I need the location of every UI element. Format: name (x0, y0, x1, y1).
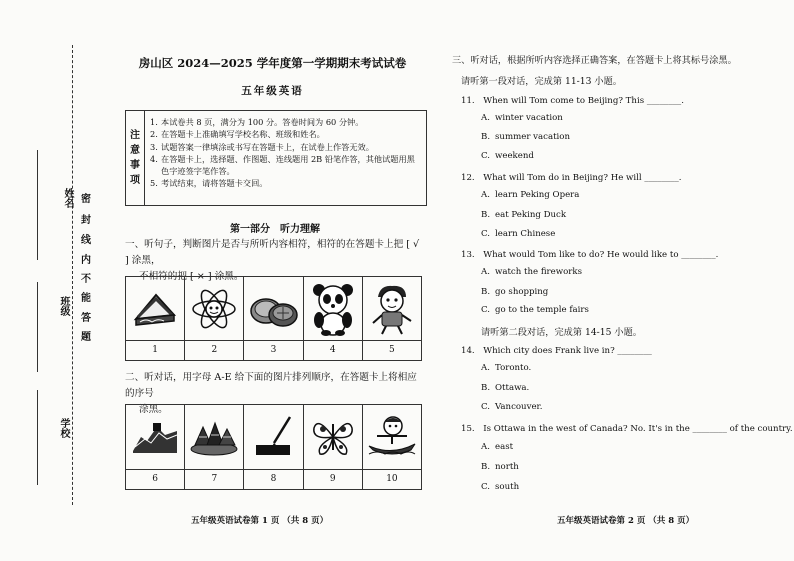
question-15: 15. Is Ottawa in the west of Canada? No. It's in the ________ of the country. (461, 424, 793, 434)
notice-item: 5. 考试结束，请将答题卡交回。 (150, 178, 268, 189)
paper-cutting-icon (310, 416, 356, 458)
dialog2-heading: 请听第二段对话，完成第 14-15 小题。 (481, 327, 642, 338)
option[interactable]: C. learn Chinese (481, 229, 556, 239)
seal-word: 能 (81, 293, 91, 304)
seal-word: 题 (81, 332, 91, 343)
name-field-label: 姓名 (62, 188, 73, 208)
option[interactable]: B. north (481, 462, 519, 472)
zongzi-icon (189, 417, 239, 457)
notice-item: 3. 试题答案一律填涂或书写在答题卡上，在试卷上作答无效。 (150, 141, 374, 152)
question-12: 12. What will Tom do in Beijing? He will ________. (461, 173, 682, 183)
option[interactable]: A. learn Peking Opera (481, 190, 580, 200)
section1-instructions: 一、听句子，判断图片是否与所听内容相符，相符的在答题卡上把 [ √ ] 涂黑， 不相符的把 [ × ] 涂黑。 (125, 239, 420, 282)
binding-dashed-line (72, 45, 73, 505)
option[interactable]: B. summer vacation (481, 132, 570, 142)
school-field-label: 学校 (58, 418, 69, 438)
picture-cell (126, 405, 185, 489)
picture-number: 3 (270, 345, 277, 355)
page-footer-left: 五年级英语试卷第 1 页 （共 8 页） (191, 516, 329, 526)
calligraphy-brush-icon (252, 415, 296, 459)
seal-word: 不 (81, 274, 91, 285)
picture-cell (304, 405, 363, 489)
section3-instructions: 三、听对话，根据所听内容选择正确答案，在答题卡上将其标号涂黑。 (452, 55, 737, 66)
exam-title: 房山区 2024—2025 学年度第一学期期末考试试卷 (138, 56, 407, 70)
picture-number: 9 (329, 474, 336, 484)
sandwich-icon (132, 289, 178, 329)
atom-robot-icon (190, 285, 238, 333)
notice-box (125, 110, 427, 206)
section2-instructions: 二、听对话，用字母 A-E 给下面的图片排列顺序，在答题卡上将相应的序号 涂黑。 (125, 372, 417, 415)
great-wall-icon (131, 419, 179, 455)
panda-icon (311, 282, 355, 336)
option[interactable]: C. go to the temple fairs (481, 305, 589, 315)
picture-cell (363, 277, 421, 360)
seal-word: 答 (81, 313, 91, 324)
exam-subtitle: 五年级英语 (241, 85, 304, 97)
listening-pictures-1 (125, 276, 422, 361)
option[interactable]: C. weekend (481, 151, 534, 161)
notice-list (150, 116, 422, 190)
part-title: 第一部分 听力理解 (230, 224, 320, 235)
seal-word: 线 (81, 235, 91, 246)
mooncakes-icon (249, 289, 299, 329)
listening-pictures-2 (125, 404, 422, 490)
notice-item: 1. 本试卷共 8 页，满分为 100 分。答卷时间为 60 分钟。 (150, 117, 364, 127)
question-11: 11. When will Tom come to Beijing? This ________. (461, 96, 684, 106)
picture-number: 4 (329, 345, 336, 355)
dragon-boat-icon (367, 414, 417, 460)
option[interactable]: B. go shopping (481, 287, 549, 297)
option[interactable]: A. winter vacation (481, 113, 563, 123)
school-fill-line[interactable] (37, 390, 38, 485)
picture-number: 6 (152, 474, 158, 484)
notice-item: 4. 在答题卡上，选择题、作图题、连线题用 2B 铅笔作答，其他试题用黑色字迹签字笔作答。 (150, 153, 415, 177)
picture-number: 2 (211, 345, 218, 355)
name-fill-line[interactable] (37, 150, 38, 260)
boy-cartoon-icon (370, 283, 414, 335)
class-fill-line[interactable] (37, 282, 38, 372)
picture-cell (244, 405, 303, 489)
option[interactable]: A. watch the fireworks (481, 267, 582, 277)
page-footer-right: 五年级英语试卷第 2 页 （共 8 页） (557, 516, 695, 526)
dialog1-heading: 请听第一段对话，完成第 11-13 小题。 (461, 76, 622, 87)
seal-word: 内 (81, 255, 91, 266)
class-field-label: 班级 (58, 296, 69, 316)
notice-item: 2. 在答题卡上准确填写学校名称、班级和姓名。 (150, 129, 325, 140)
picture-cell (126, 277, 185, 360)
option[interactable]: B. Ottawa. (481, 383, 530, 393)
picture-number: 7 (211, 474, 218, 484)
picture-cell (363, 405, 421, 489)
option[interactable]: C. Vancouver. (481, 402, 543, 412)
picture-number: 8 (270, 474, 277, 484)
option[interactable]: C. south (481, 482, 520, 492)
picture-number: 5 (389, 345, 395, 355)
notice-heading: 注 意 事 项 (126, 111, 145, 205)
question-13: 13. What would Tom like to do? He would like to ________. (461, 250, 719, 260)
picture-cell (185, 405, 244, 489)
seal-word: 密 (81, 194, 91, 205)
picture-cell (185, 277, 244, 360)
picture-cell (244, 277, 303, 360)
picture-number: 1 (152, 345, 158, 355)
option[interactable]: A. Toronto. (481, 363, 532, 373)
picture-cell (304, 277, 363, 360)
option[interactable]: A. east (481, 442, 514, 452)
option[interactable]: B. eat Peking Duck (481, 210, 567, 220)
seal-word: 封 (81, 215, 91, 226)
question-14: 14. Which city does Frank live in? ________ (461, 346, 652, 356)
picture-number: 10 (386, 474, 398, 484)
